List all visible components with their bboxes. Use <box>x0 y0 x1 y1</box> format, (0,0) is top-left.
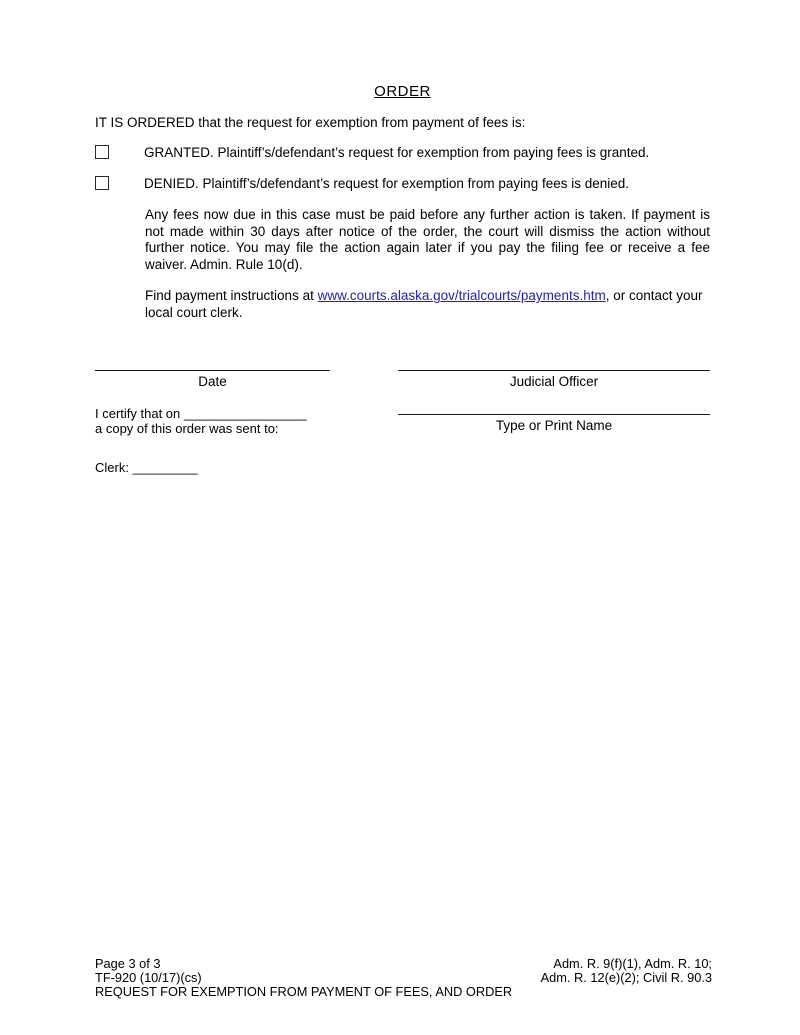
payment-instructions-paragraph <box>145 288 710 321</box>
judicial-officer-label: Judicial Officer <box>509 374 599 389</box>
denied-consequences-paragraph: Any fees now due in this case must be paid before any further action is taken. If payment is not made within 30 days after notice of the order, the court will dismiss the action without further notice. You may file the action again later if you pay the filing fee or receive a fee waiver. Admin. Rule 10(d). <box>145 207 710 272</box>
ordered-statement: IT IS ORDERED that the request for exemption from payment of fees is: <box>95 115 526 130</box>
footer-page-number: Page 3 of 3 <box>95 956 161 971</box>
payments-link[interactable]: www.courts.alaska.gov/trialcourts/payments.htm <box>317 288 606 303</box>
footer-form-number: TF-920 (10/17)(cs) <box>95 970 202 985</box>
clerk-blank: _________ <box>132 460 198 475</box>
denied-option-row <box>95 176 710 191</box>
granted-option-row <box>95 145 710 160</box>
date-label: Date <box>198 374 227 389</box>
certify-prefix: I certify that on <box>95 406 184 421</box>
certify-date-blank: _________________ <box>183 406 307 421</box>
date-certify-column <box>95 370 330 475</box>
denied-checkbox[interactable] <box>95 176 109 190</box>
payment-instructions-prefix: Find payment instructions at <box>145 288 318 303</box>
type-print-name-label: Type or Print Name <box>495 418 613 433</box>
page-title: ORDER <box>374 83 431 100</box>
payment-instructions-suffix: , or contact your local court clerk. <box>145 288 703 320</box>
footer-rule-citation-2: Adm. R. 12(e)(2); Civil R. 90.3 <box>540 970 712 985</box>
certify-block <box>95 406 330 436</box>
signature-section <box>95 370 710 475</box>
granted-checkbox[interactable] <box>95 145 109 159</box>
clerk-line <box>95 460 330 475</box>
judicial-officer-column <box>398 370 710 475</box>
clerk-label: Clerk: <box>95 460 133 475</box>
footer-rule-citation-1: Adm. R. 9(f)(1), Adm. R. 10; <box>553 956 712 971</box>
granted-label: GRANTED. Plaintiff’s/defendant’s request for exemption from paying fees is granted. <box>144 145 650 160</box>
page-footer <box>95 957 712 999</box>
form-body <box>95 83 710 475</box>
denied-label: DENIED. Plaintiff’s/defendant’s request for exemption from paying fees is denied. <box>144 176 630 191</box>
signature-column-gap <box>330 370 398 475</box>
footer-form-title: REQUEST FOR EXEMPTION FROM PAYMENT OF FEES, AND ORDER <box>95 984 513 999</box>
footer-rule-citations <box>541 957 712 985</box>
certify-line2: a copy of this order was sent to: <box>95 421 279 436</box>
